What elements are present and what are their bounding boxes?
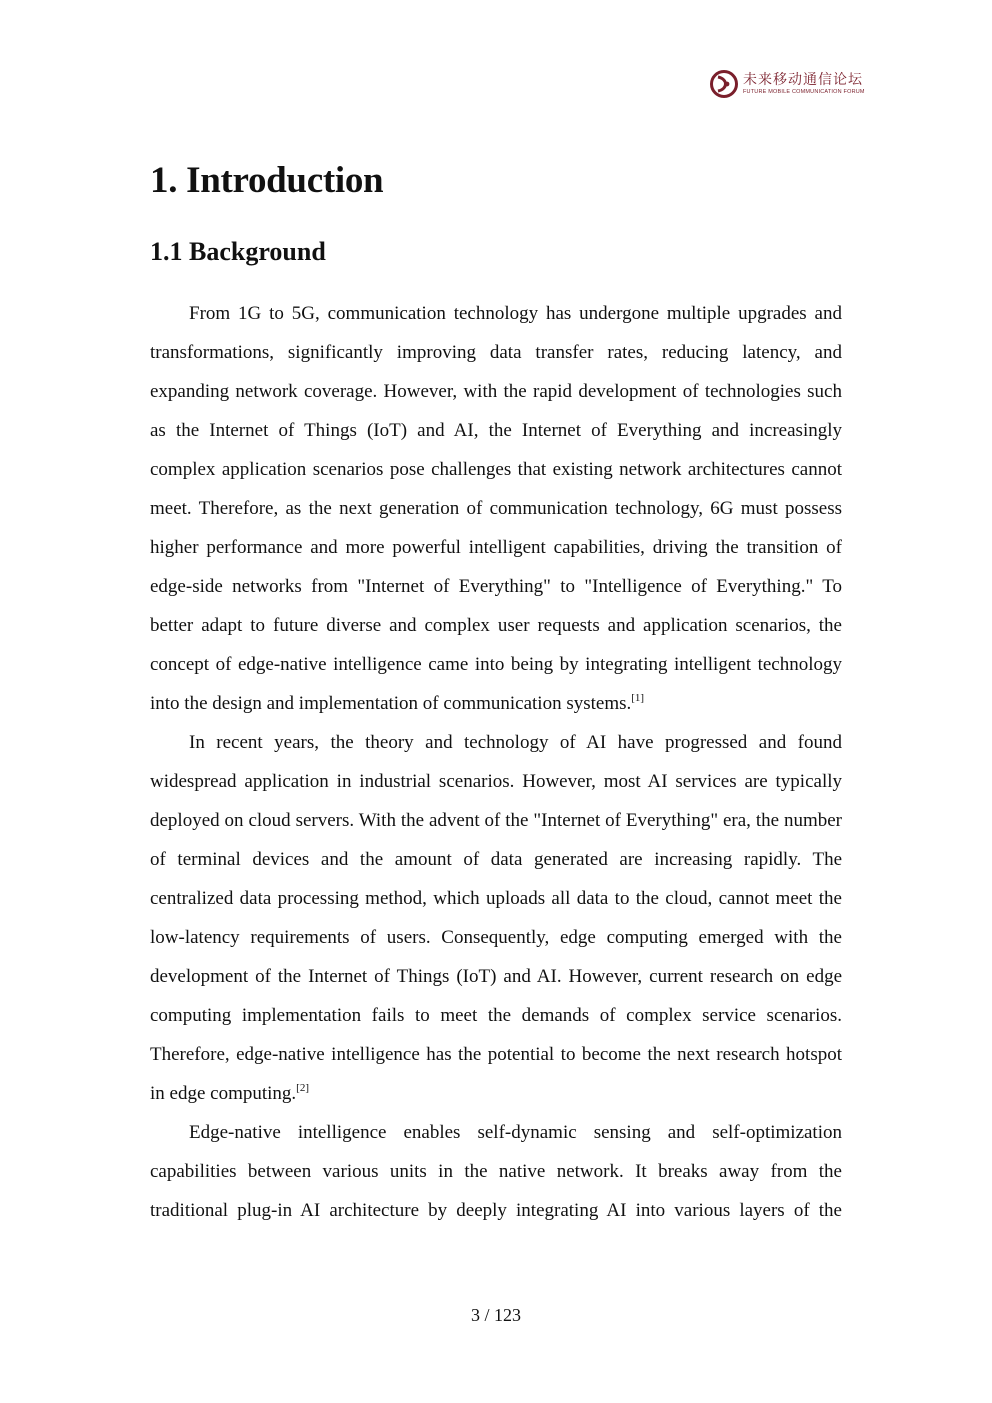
document-content (150, 152, 842, 1230)
logo-text (743, 73, 865, 96)
forum-logo-icon (709, 69, 739, 99)
paragraph-text: Edge-native intelligence enables self-dynamic sensing and self-optimization capabilities between various units in the native network. It breaks away from the traditional plug-in AI architecture by deeply integrating AI into various layers of the (150, 1122, 842, 1221)
chapter-title: 1. Introduction (150, 160, 384, 201)
citation-ref: [2] (296, 1082, 309, 1094)
section-title: 1.1 Background (150, 237, 326, 266)
paragraph (150, 723, 842, 1113)
paragraph-text: In recent years, the theory and technology of AI have progressed and found widespread application in industrial scenarios. However, most AI services are typically deployed on cloud servers. With the advent of the "Internet of Everything" era, the number of terminal devices and the amount of data generated are increasing rapidly. The centralized data processing method, which uploads all data to the cloud, cannot meet the low-latency requirements of users. Consequently, edge computing emerged with the development of the Internet of Things (IoT) and AI. However, current research on edge computing implementation fails to meet the demands of complex service scenarios. Therefore, edge-native intelligence has the potential to become the next research hotspot in edge computing. (150, 732, 842, 1104)
section-body (150, 294, 842, 1230)
logo-chinese-name: 未来移动通信论坛 (743, 71, 863, 88)
citation-ref: [1] (631, 692, 645, 704)
paragraph (150, 1113, 842, 1230)
logo-english-name: FUTURE MOBILE COMMUNICATION FORUM (743, 88, 865, 95)
page-header (709, 66, 889, 102)
page-number: 3 / 123 (470, 1305, 521, 1325)
paragraph (150, 294, 842, 723)
paragraph-text: From 1G to 5G, communication technology has undergone multiple upgrades and transformations, significantly improving data transfer rates, reducing latency, and expanding network coverage. However, with the rapid development of technologies such as the Internet of Things (IoT) and AI, the Internet of Everything and increasingly complex application scenarios pose challenges that existing network architectures cannot meet. Therefore, as the next generation of communication technology, 6G must possess higher performance and more powerful intelligent capabilities, driving the transition of edge-side networks from "Internet of Everything" to "Intelligence of Everything." To better adapt to future diverse and complex user requests and application scenarios, the concept of edge-native intelligence came into being by integrating intelligent technology into the design and implementation of communication systems. (150, 303, 842, 714)
